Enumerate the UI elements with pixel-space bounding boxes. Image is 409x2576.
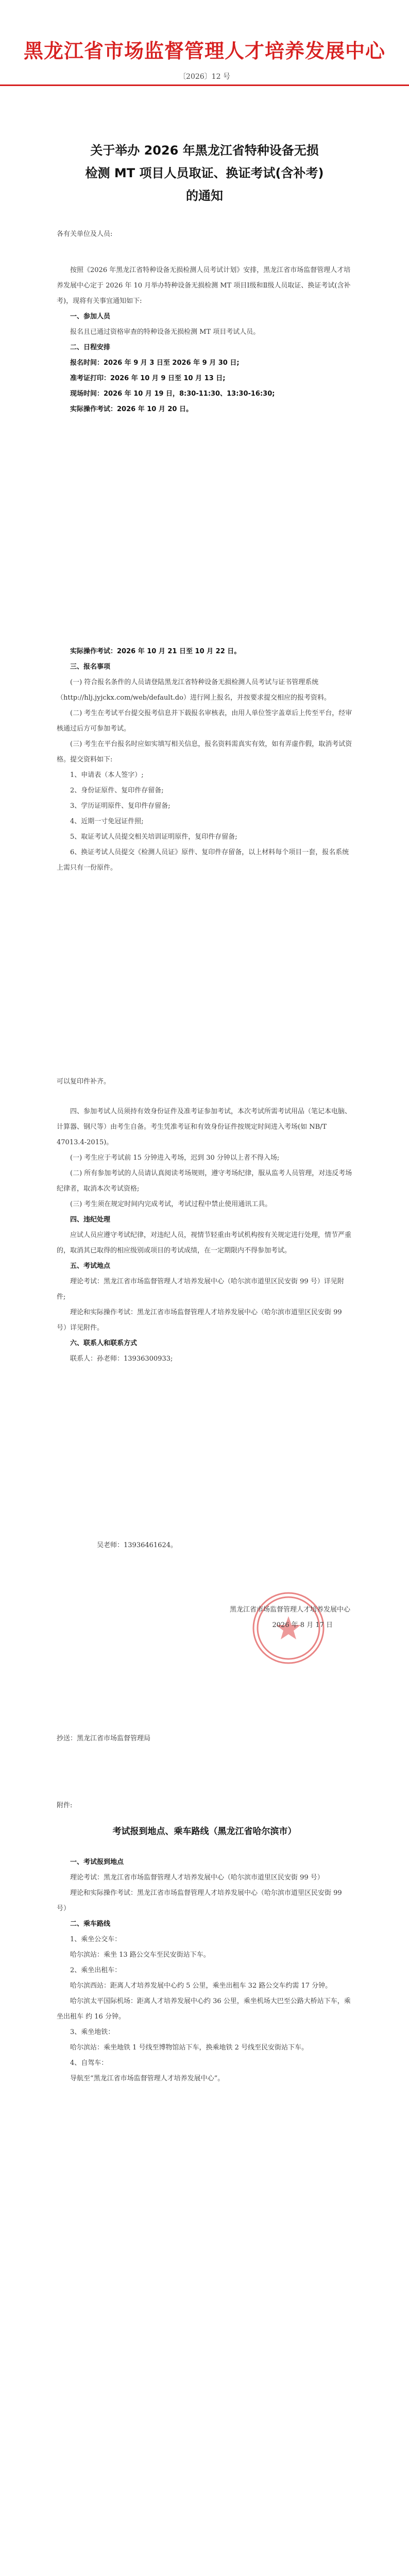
contact-line: 吴老师：13936461624。: [97, 1541, 177, 1549]
notice-title-line: 的通知: [186, 189, 223, 203]
notice-title: [31, 139, 378, 207]
annex-body: [57, 1855, 352, 2087]
document-list-item: 6、换证考试人员提交《检测人员证》原件、复印件存留备，以上材料每个项目一套，报名系统上需只有一份原件。: [57, 849, 349, 872]
document-list-item: 4、近期一寸免冠证件照;: [70, 818, 144, 825]
section-heading-location: 五、考试地点: [70, 1262, 111, 1270]
notice-title-line: 检测 MT 项目人员取证、换证考试(含补考): [85, 166, 324, 180]
annex-heading: 二、乘车路线: [70, 1920, 111, 1928]
annex-label: [57, 1798, 352, 1814]
annex-paragraph: 3、乘坐地铁：: [70, 2028, 115, 2036]
contact-line: 联系人：孙老师：13936300933;: [70, 1355, 173, 1363]
body-section-3: [57, 1074, 352, 1367]
schedule-item: 实际操作考试：2026 年 10 月 20 日。: [70, 405, 193, 413]
section-heading-contact: 六、联系人和联系方式: [70, 1340, 138, 1347]
signature-block: [155, 1602, 350, 1633]
notice-title-line: 关于举办 2026 年黑龙江省特种设备无损: [90, 143, 319, 158]
continuation-line: 可以复印件补齐。: [57, 1078, 111, 1086]
letterhead: [0, 35, 409, 63]
intro-paragraph: 按照《2026 年黑龙江省特种设备无损检测人员考试计划》安排，黑龙江省市场监督管理人才培养发展中心定于 2026 年 10 月举办特种设备无损检测 MT 项目Ⅰ级和Ⅱ级人员取证、换证考试(含补考)，现将有关事宜通知如下:: [57, 266, 351, 305]
letterhead-title: 黑龙江省市场监督管理人才培养发展中心: [23, 40, 385, 62]
schedule-item: 实际操作考试：2026 年 10 月 21 日至 10 月 22 日。: [70, 648, 241, 655]
exam-rules-paragraph: (一) 考生应于考试前 15 分钟进入考场，迟到 30 分钟以上者不得入场;: [70, 1154, 280, 1162]
document-list-item: 3、学历证明原件、复印件存留备;: [70, 802, 171, 810]
signature-org: 黑龙江省市场监督管理人才培养发展中心: [229, 1606, 350, 1614]
annex-paragraph: 1、乘坐公交车：: [70, 1936, 122, 1943]
location-paragraph: 理论和实际操作考试：黑龙江省市场监督管理人才培养发展中心（哈尔滨市道里区民安街 99 号）详见附件。: [57, 1309, 342, 1332]
registration-paragraph: (二) 考生在考试平台提交报考信息并下载报名审核表，由用人单位签字盖章后上传至平台，经审核通过后方可参加考试。: [57, 709, 352, 733]
exam-rules-paragraph: (三) 考生须在规定时间内完成考试，考试过程中禁止使用通讯工具。: [70, 1200, 272, 1208]
salutation: 各有关单位及人员:: [57, 230, 113, 238]
annex-paragraph: 导航至“黑龙江省市场监督管理人才培养发展中心”。: [70, 2075, 225, 2082]
annex-paragraph: 4、自驾车：: [70, 2059, 108, 2067]
red-divider: [0, 84, 409, 86]
section-heading-schedule: 二、日程安排: [70, 344, 111, 351]
participants-paragraph: 报名且已通过资格审查的特种设备无损检测 MT 项目考试人员。: [70, 328, 260, 336]
section-heading-registration: 三、报名事项: [70, 663, 111, 671]
signature-date: 2026 年 8 月 17 日: [272, 1621, 333, 1629]
annex-paragraph: 理论考试：黑龙江省市场监督管理人才培养发展中心（哈尔滨市道里区民安街 99 号）: [70, 1874, 324, 1882]
document-list-item: 1、申请表（本人签字）;: [70, 771, 144, 779]
section-heading-discipline: 四、违纪处理: [70, 1216, 111, 1224]
annex-paragraph: 2、乘坐出租车：: [70, 1967, 122, 1974]
body-section-2: [57, 644, 352, 876]
annex-paragraph: 哈尔滨站：乘坐地铁 1 号线至博物馆站下车，换乘地铁 2 号线至民安街站下车。: [70, 2044, 309, 2052]
location-paragraph: 理论考试：黑龙江省市场监督管理人才培养发展中心（哈尔滨市道里区民安街 99 号）详见附件;: [57, 1278, 344, 1301]
cc-line: [57, 1731, 352, 1747]
registration-paragraph: (一) 符合报名条件的人员请登陆黑龙江省特种设备无损检测人员考试与证书管理系统（http://hlj.jyjckx.com/web/default.do）进行网上报名，并按要求提交相应的报考资料。: [57, 679, 331, 702]
schedule-item: 现场时间：2026 年 10 月 19 日，8:30-11:30、13:30-16:30;: [70, 390, 275, 398]
registration-paragraph: (三) 考生在平台报名时应如实填写相关信息，报名资料需真实有效，如有弄虚作假，取消考试资格。提交资料如下:: [57, 740, 352, 764]
annex-paragraph: 哈尔滨站：乘坐 13 路公交车至民安街站下车。: [70, 1951, 210, 1959]
schedule-item: 报名时间：2026 年 9 月 3 日至 2026 年 9 月 30 日;: [70, 359, 240, 367]
annex-paragraph: 哈尔滨太平国际机场：距离人才培养发展中心约 36 公里，乘坐机场大巴至公路大桥站下车，乘坐出租车 约 16 分钟。: [57, 1997, 351, 2021]
body-section-1: [57, 227, 352, 417]
annex-heading: 一、考试报到地点: [70, 1858, 124, 1866]
exam-rules-paragraph: (二) 所有参加考试的人员请认真阅读考场规则，遵守考场纪律，服从监考人员管理，对违反考场纪律者，取消本次考试资格;: [57, 1170, 352, 1193]
cc-text: 抄送：黑龙江省市场监督管理局: [57, 1735, 151, 1742]
document-list-item: 5、取证考试人员提交相关培训证明原件，复印件存留备;: [70, 833, 237, 841]
section-heading-participants: 一、参加人员: [70, 313, 111, 320]
exam-rules-paragraph: 四、参加考试人员须持有效身份证件及准考证参加考试，本次考试所需考试用品（笔记本电脑、计算器、钢尺等）由考生自备。考生凭准考证和有效身份证件按规定时间进入考场(如 NB/T 47013.4-2015)。: [57, 1108, 352, 1146]
annex-label-text: 附件:: [57, 1802, 73, 1809]
discipline-paragraph: 应试人员应遵守考试纪律，对违纪人员，视情节轻重由考试机构按有关规定进行处理，情节严重的，取消其已取得的相应级别或项目的考试成绩，在一定期限内不得参加考试。: [57, 1231, 352, 1255]
schedule-item: 准考证打印：2026 年 10 月 9 日至 10 月 13 日;: [70, 375, 226, 382]
document-list-item: 2、身份证原件、复印件存留备;: [70, 787, 164, 794]
annex-paragraph: 哈尔滨西站：距离人才培养发展中心约 5 公里，乘坐出租车 32 路公交车约需 17 分钟。: [70, 1982, 332, 1990]
document-number: 〔2026〕12 号: [179, 73, 230, 81]
annex-paragraph: 理论和实际操作考试：黑龙江省市场监督管理人才培养发展中心（哈尔滨市道里区民安街 99 号）: [57, 1889, 342, 1912]
body-section-4: [57, 1538, 352, 1553]
annex-title: 考试报到地点、乘车路线（黑龙江省哈尔滨市）: [112, 1826, 297, 1837]
